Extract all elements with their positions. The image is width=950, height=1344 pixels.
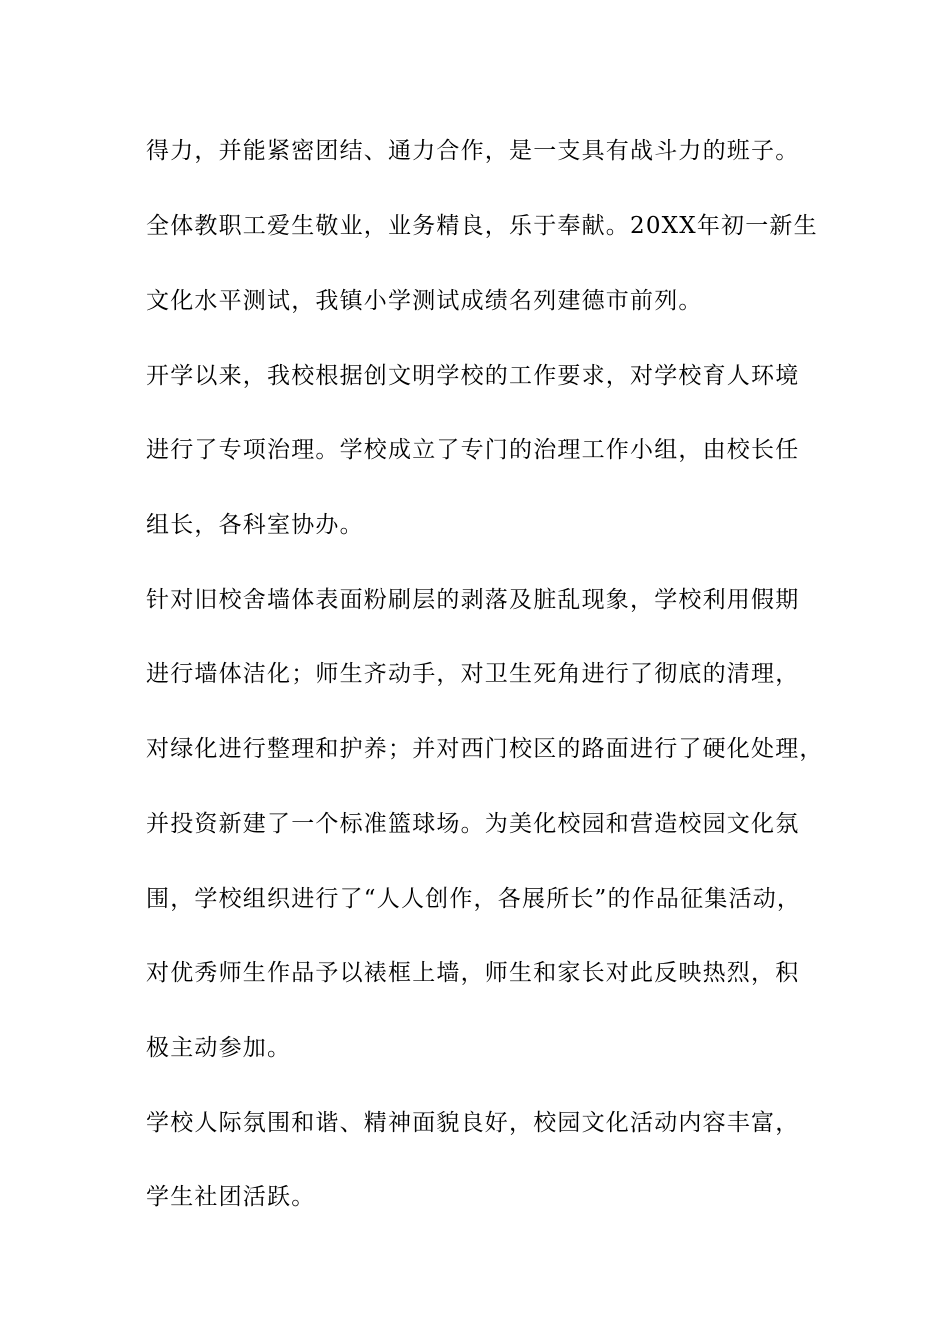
text-line-7: 针对旧校舍墙体表面粉刷层的剥落及脏乱现象，学校利用假期 [146, 587, 800, 613]
text-line-12: 对优秀师生作品予以裱框上墙，师生和家长对此反映热烈，积 [146, 960, 800, 986]
text-line-10: 并投资新建了一个标准篮球场。为美化校园和营造校园文化氛 [146, 811, 800, 837]
text-line-6: 组长，各科室协办。 [146, 512, 364, 538]
text-line-5: 进行了专项治理。学校成立了专门的治理工作小组，由校长任 [146, 437, 800, 463]
text-line-15: 学生社团活跃。 [146, 1184, 316, 1210]
text-line-11: 围，学校组织进行了“人人创作，各展所长”的作品征集活动， [146, 886, 802, 912]
text-line-3: 文化水平测试，我镇小学测试成绩名列建德市前列。 [146, 288, 703, 314]
text-line-9: 对绿化进行整理和护养；并对西门校区的路面进行了硬化处理， [146, 736, 824, 762]
text-line-4: 开学以来，我校根据创文明学校的工作要求，对学校育人环境 [146, 363, 800, 389]
text-line-14: 学校人际氛围和谐、精神面貌良好，校园文化活动内容丰富， [146, 1110, 800, 1136]
text-line-2: 全体教职工爱生敬业，业务精良，乐于奉献。20XX年初一新生 [146, 213, 818, 239]
text-line-1: 得力，并能紧密团结、通力合作，是一支具有战斗力的班子。 [146, 138, 800, 164]
text-line-8: 进行墙体洁化；师生齐动手，对卫生死角进行了彻底的清理， [146, 661, 800, 687]
text-line-13: 极主动参加。 [146, 1035, 292, 1061]
